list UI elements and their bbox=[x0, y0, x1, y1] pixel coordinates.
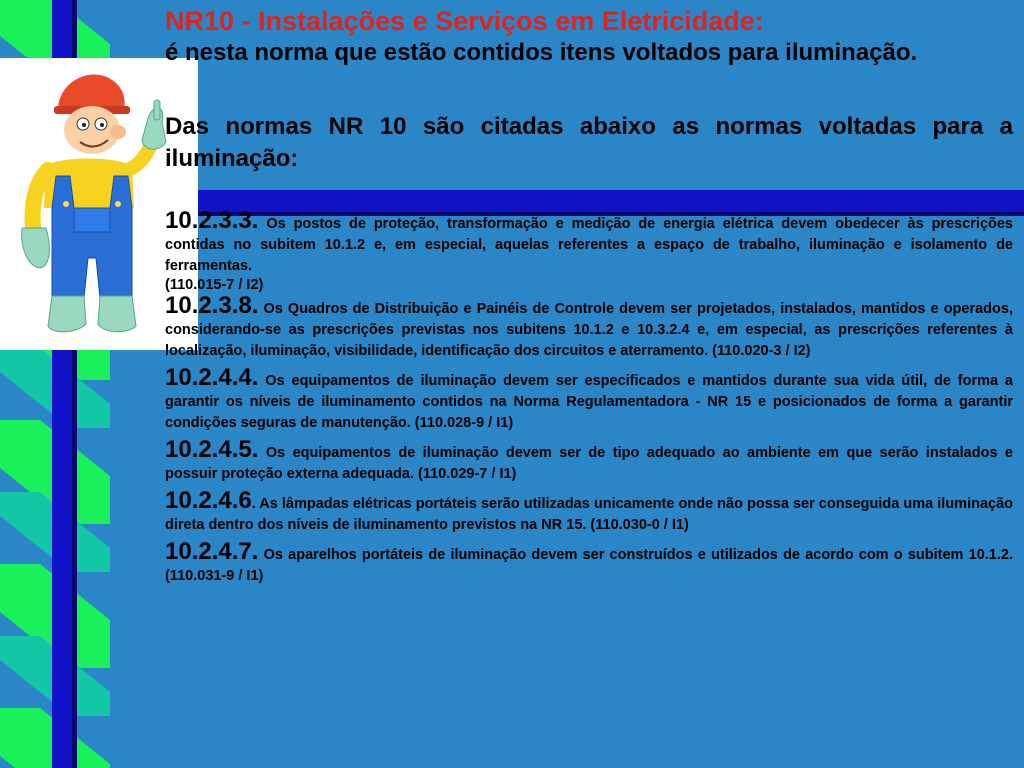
spacer bbox=[165, 175, 1013, 209]
spacer bbox=[165, 69, 1013, 111]
norma-item-10-2-4-5 bbox=[165, 438, 1013, 485]
item-number: 10.2.3.3. bbox=[165, 207, 259, 234]
item-number: 10.2.4.5. bbox=[165, 436, 259, 463]
item-text: Os aparelhos portáteis de iluminação devem ser construídos e utilizados de acordo com o subitem 10.1.2. (110.031-9 / I1) bbox=[165, 547, 1013, 584]
norma-item-10-2-4-4 bbox=[165, 366, 1013, 434]
item-text: Os postos de proteção, transformação e medição de energia elétrica devem obedecer às prescrições contidas no subitem 10.1.2 e, em especial, aquelas referentes a espaço de trabalho, iluminação e isolamento de ferramentas. bbox=[165, 216, 1013, 274]
item-number: 10.2.4.7. bbox=[165, 538, 259, 565]
item-text: Os equipamentos de iluminação devem ser de tipo adequado ao ambiente em que serão instalados e possuir proteção externa adequada. (110.029-7 / I1) bbox=[165, 445, 1013, 482]
item-text: Os Quadros de Distribuição e Painéis de Controle devem ser projetados, instalados, mantidos e operados, considerando-se as prescrições previstas nos subitens 10.1.2 e 10.3.2.4 e, em especial, as prescrições referentes à localização, iluminação, visibilidade, identificação dos circuitos e aterramento. (110.020-3 / I2) bbox=[165, 301, 1013, 359]
item-text: Os equipamentos de iluminação devem ser especificados e mantidos durante sua vida útil, de forma a garantir os níveis de iluminamento contidos na Norma Regulamentadora - NR 15 e posicionados de forma a garantir condições seguras de manutenção. (110.028-9 / I1) bbox=[165, 373, 1013, 431]
item-number: 10.2.3.8. bbox=[165, 292, 259, 319]
norma-item-10-2-3-8 bbox=[165, 294, 1013, 362]
norma-item-10-2-4-6 bbox=[165, 489, 1013, 536]
norma-item-10-2-3-3 bbox=[165, 209, 1013, 277]
content bbox=[165, 6, 1013, 587]
item-code: (110.015-7 / I2) bbox=[165, 277, 264, 293]
item-text: . As lâmpadas elétricas portáteis serão utilizadas unicamente onde não possa ser conseguida uma iluminação direta dentro dos níveis de iluminamento previstos na NR 15. (110.030-0 / I1) bbox=[165, 496, 1013, 533]
intro-normas-text: Das normas NR 10 são citadas abaixo as normas voltadas para a iluminação: bbox=[165, 113, 1013, 172]
intro-text: é nesta norma que estão contidos itens voltados para iluminação. bbox=[165, 39, 918, 66]
norma-item-10-2-4-7 bbox=[165, 540, 1013, 587]
page-title: NR10 - Instalações e Serviços em Eletricidade: bbox=[165, 6, 764, 36]
item-number: 10.2.4.6 bbox=[165, 487, 252, 514]
item-number: 10.2.4.4. bbox=[165, 364, 259, 391]
